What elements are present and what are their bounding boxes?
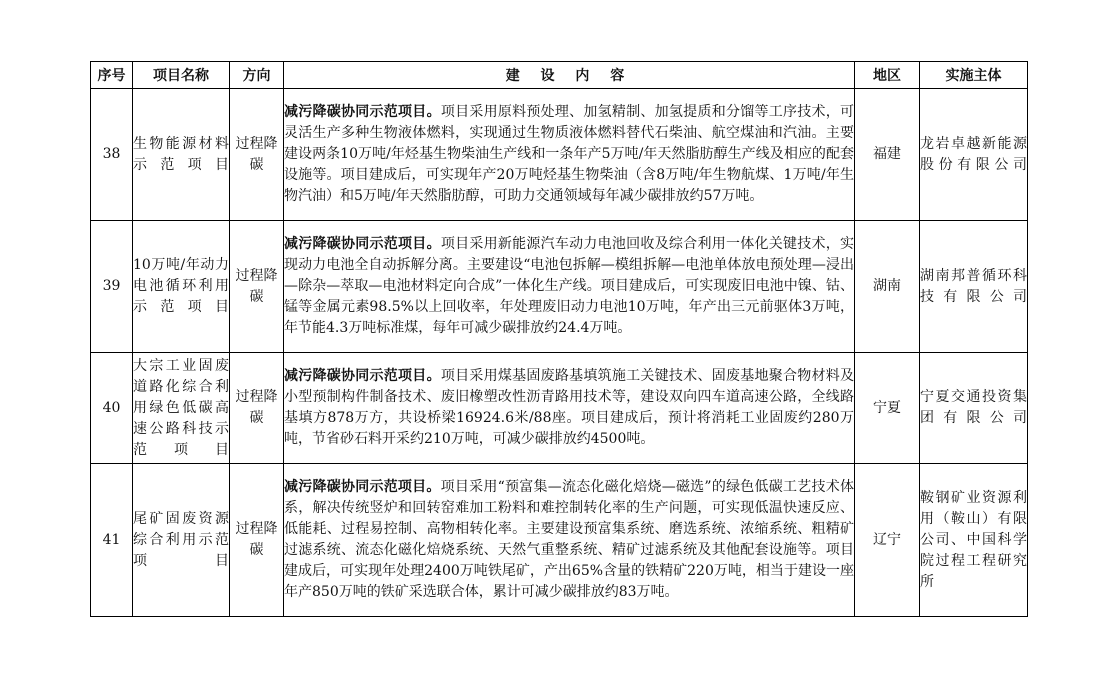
header-row bbox=[91, 62, 1028, 89]
project-name: 尾矿固废资源综合利用示范项目 bbox=[133, 464, 230, 617]
project-table bbox=[90, 61, 1028, 617]
project-content bbox=[284, 221, 855, 353]
row-number: 40 bbox=[91, 353, 133, 464]
header-name: 项目名称 bbox=[133, 62, 230, 89]
content-lead: 减污降碳协同示范项目。 bbox=[284, 104, 441, 120]
content-lead: 减污降碳协同示范项目。 bbox=[284, 368, 441, 384]
project-entity: 鞍钢矿业资源利用（鞍山）有限公司、中国科学院过程工程研究所 bbox=[920, 464, 1028, 617]
project-region: 福建 bbox=[855, 89, 920, 221]
content-text: 项目采用原料预处理、加氢精制、加氢提质和分馏等工序技术，可灵活生产多种生物液体燃料，实现通过生物质液体燃料替代石柴油、航空煤油和汽油。主要建设两条10万吨/年烃基生物柴油生产线和一条年产5万吨/年天然脂肪醇生产线及相应的配套设施等。项目建成后，可实现年产20万吨烃基生物柴油（含8万吨/年生物航煤、1万吨/年生物汽油）和5万吨/年天然脂肪醇，可助力交通领域每年减少碳排放约57万吨。 bbox=[284, 104, 855, 204]
project-region: 辽宁 bbox=[855, 464, 920, 617]
header-region: 地区 bbox=[855, 62, 920, 89]
project-content bbox=[284, 89, 855, 221]
header-entity: 实施主体 bbox=[920, 62, 1028, 89]
project-region: 宁夏 bbox=[855, 353, 920, 464]
project-entity: 湖南邦普循环科技有限公司 bbox=[920, 221, 1028, 353]
content-text: 项目采用新能源汽车动力电池回收及综合利用一体化关键技术，实现动力电池全自动拆解分离。主要建设“电池包拆解—模组拆解—电池单体放电预处理—浸出—除杂—萃取—电池材料定向合成”一体化生产线。项目建成后，可实现废旧电池中镍、钴、锰等金属元素98.5%以上回收率，年处理废旧动力电池10万吨，年产出三元前驱体3万吨，年节能4.3万吨标准煤，每年可减少碳排放约24.4万吨。 bbox=[284, 236, 855, 336]
header-no: 序号 bbox=[91, 62, 133, 89]
row-number: 38 bbox=[91, 89, 133, 221]
project-entity: 龙岩卓越新能源股份有限公司 bbox=[920, 89, 1028, 221]
table-row bbox=[91, 353, 1028, 464]
content-text: 项目采用“预富集—流态化磁化焙烧—磁选”的绿色低碳工艺技术体系，解决传统竖炉和回转窑难加工粉料和难控制转化率的生产问题，可实现低温快速反应、低能耗、过程易控制、高物相转化率。主要建设预富集系统、磨选系统、浓缩系统、粗精矿过滤系统、流态化磁化焙烧系统、天然气重整系统、精矿过滤系统及其他配套设施等。项目建成后，可实现年处理2400万吨铁尾矿，产出65%含量的铁精矿220万吨，相当于建设一座年产850万吨的铁矿采选联合体，累计可减少碳排放约83万吨。 bbox=[284, 479, 854, 600]
row-number: 41 bbox=[91, 464, 133, 617]
project-content bbox=[284, 464, 855, 617]
project-direction: 过程降碳 bbox=[230, 353, 284, 464]
project-name: 10万吨/年动力电池循环利用示范项目 bbox=[133, 221, 230, 353]
content-lead: 减污降碳协同示范项目。 bbox=[284, 236, 441, 252]
table-row bbox=[91, 89, 1028, 221]
header-direction: 方向 bbox=[230, 62, 284, 89]
project-direction: 过程降碳 bbox=[230, 464, 284, 617]
table-row bbox=[91, 464, 1028, 617]
table-row bbox=[91, 221, 1028, 353]
project-direction: 过程降碳 bbox=[230, 89, 284, 221]
project-content bbox=[284, 353, 855, 464]
project-name: 生物能源材料示范项目 bbox=[133, 89, 230, 221]
project-direction: 过程降碳 bbox=[230, 221, 284, 353]
content-text: 项目采用煤基固废路基填筑施工关键技术、固废基地聚合物材料及小型预制构件制备技术、废旧橡塑改性沥青路用技术等，建设双向四车道高速公路，全线路基填方878万方，共设桥梁16924.6米/88座。项目建成后，预计将消耗工业固废约280万吨，节省砂石料开采约210万吨，可减少碳排放约4500吨。 bbox=[284, 368, 855, 447]
content-lead: 减污降碳协同示范项目。 bbox=[284, 479, 441, 495]
project-region: 湖南 bbox=[855, 221, 920, 353]
project-entity: 宁夏交通投资集团有限公司 bbox=[920, 353, 1028, 464]
header-content: 建 设 内 容 bbox=[284, 62, 855, 89]
row-number: 39 bbox=[91, 221, 133, 353]
project-name: 大宗工业固废道路化综合利用绿色低碳高速公路科技示范项目 bbox=[133, 353, 230, 464]
